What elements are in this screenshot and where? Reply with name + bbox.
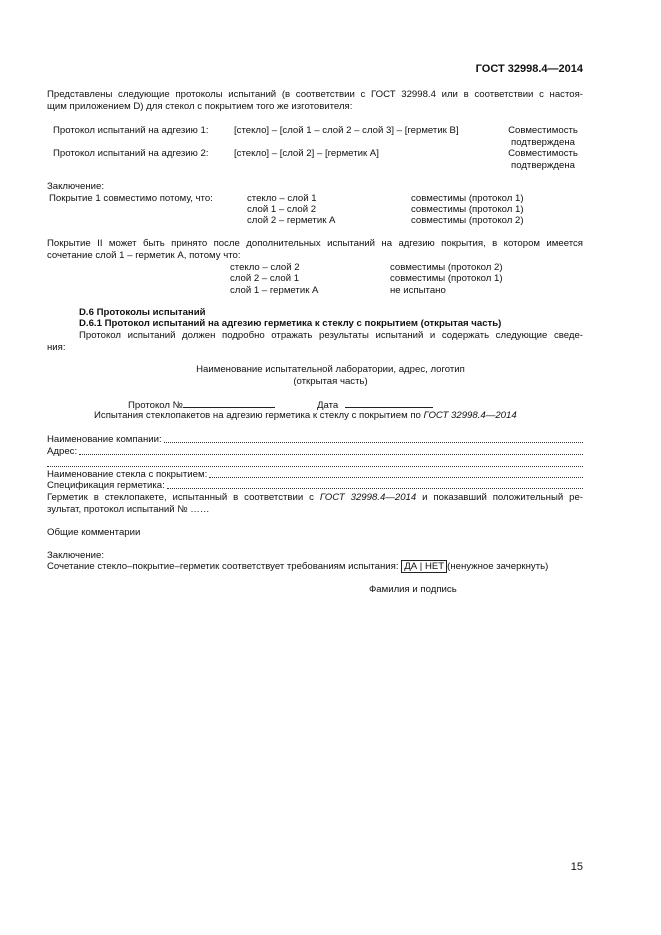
date-label: Дата	[317, 400, 339, 411]
conclusion-1-pair-2: слой 1 – слой 2	[247, 204, 317, 215]
company-label: Наименование компании:	[47, 434, 162, 445]
page-number: 15	[570, 861, 583, 873]
protocol-1-result-line-2: подтверждена	[511, 137, 575, 148]
sealant-statement-line-2: зультат, протокол испытаний № ……	[47, 504, 210, 515]
protocol-2-result-line-1: Совместимость	[508, 148, 578, 159]
protocol-2-result	[503, 148, 583, 172]
test-title-standard: ГОСТ 32998.4—2014	[423, 410, 517, 421]
yes-no-separator: |	[419, 561, 423, 572]
address-row	[47, 446, 583, 458]
company-field[interactable]	[164, 441, 583, 443]
yes-option[interactable]: ДА	[404, 561, 418, 572]
protocol-2-name: Протокол испытаний на адгезию 2:	[53, 148, 209, 159]
sealant-statement-line-1	[47, 492, 583, 504]
sealant-spec-row	[47, 480, 583, 492]
sealant-spec-label: Спецификация герметика:	[47, 480, 165, 491]
section-paragraph-line-2: ния:	[47, 342, 66, 353]
signature-label: Фамилия и подпись	[369, 584, 457, 595]
glass-label: Наименование стекла с покрытием:	[47, 469, 208, 480]
protocol-1-result-line-1: Совместимость	[508, 125, 578, 136]
coating-2-status-1: совместимы (протокол 2)	[390, 262, 503, 273]
combo-statement: Сочетание стекло–покрытие–герметик соответствует требованиям испытания:	[47, 561, 399, 572]
protocol-2-result-line-2: подтверждена	[511, 160, 575, 171]
section-d6-heading: D.6 Протоколы испытаний	[79, 307, 206, 318]
section-paragraph-line-1: Протокол испытаний должен подробно отражать результаты испытаний и содержать следующие сведе-	[79, 330, 583, 341]
company-row	[47, 434, 583, 446]
address-label: Адрес:	[47, 446, 78, 457]
final-conclusion-row	[47, 561, 548, 573]
coating-2-line-1: Покрытие II может быть принято после дополнительных испытаний на адгезию покрытия, в котором имеется	[47, 238, 583, 249]
coating-2-pair-1: стекло – слой 2	[230, 262, 300, 273]
yes-no-box	[401, 560, 447, 573]
coating-2-line-2: сочетание слой 1 – герметик A, потому что:	[47, 250, 241, 261]
sealant-statement-a: Герметик в стеклопакете, испытанный в соответствии с	[47, 492, 314, 503]
protocol-1-layers: [стекло] – [слой 1 – слой 2 – слой 3] – [герметик B]	[234, 125, 459, 136]
intro-line-1: Представлены следующие протоколы испытаний (в соответствии с ГОСТ 32998.4 или в соответствии с настоя-	[47, 89, 583, 100]
protocol-1-name: Протокол испытаний на адгезию 1:	[53, 125, 209, 136]
conclusion-1-pair-1: стекло – слой 1	[247, 193, 317, 204]
lab-open-part-line: (открытая часть)	[293, 376, 368, 387]
standard-header: ГОСТ 32998.4—2014	[475, 63, 583, 75]
address-continuation-field[interactable]	[47, 465, 583, 467]
protocol-2-layers: [стекло] – [слой 2] – [герметик A]	[234, 148, 379, 159]
protocol-number-label: Протокол №	[128, 400, 183, 411]
sealant-spec-field[interactable]	[167, 487, 583, 489]
sealant-statement-standard: ГОСТ 32998.4—2014	[319, 492, 417, 503]
final-conclusion-title: Заключение:	[47, 550, 105, 561]
conclusion-1-status-1: совместимы (протокол 1)	[411, 193, 524, 204]
lab-name-line: Наименование испытательной лаборатории, адрес, логотип	[196, 364, 465, 375]
conclusion-1-reason: Покрытие 1 совместимо потому, что:	[49, 193, 213, 204]
section-d61-heading: D.6.1 Протокол испытаний на адгезию герметика к стеклу с покрытием (открытая часть)	[79, 318, 502, 329]
sealant-statement-b: и показавший положительный ре-	[422, 492, 583, 503]
conclusion-1-pair-3: слой 2 – герметик A	[247, 215, 336, 226]
coating-2-pair-2: слой 2 – слой 1	[230, 273, 300, 284]
no-option[interactable]: НЕТ	[424, 561, 445, 572]
coating-2-pair-3: слой 1 – герметик A	[230, 285, 319, 296]
test-title	[94, 410, 517, 422]
conclusion-1-status-3: совместимы (протокол 2)	[411, 215, 524, 226]
conclusion-1-title: Заключение:	[47, 181, 105, 192]
address-field[interactable]	[79, 453, 583, 455]
test-title-text: Испытания стеклопакетов на адгезию герметика к стеклу с покрытием по	[94, 410, 421, 421]
coating-2-status-2: совместимы (протокол 1)	[390, 273, 503, 284]
protocol-number-field[interactable]	[183, 398, 275, 408]
intro-line-2: щим приложением D) для стекол с покрытием того же изготовителя:	[47, 101, 353, 112]
general-comments: Общие комментарии	[47, 527, 141, 538]
glass-field[interactable]	[209, 476, 583, 478]
coating-2-status-3: не испытано	[390, 285, 446, 296]
protocol-1-result	[503, 125, 583, 149]
strike-note: (ненужное зачеркнуть)	[447, 561, 549, 572]
date-field[interactable]	[345, 398, 433, 408]
conclusion-1-status-2: совместимы (протокол 1)	[411, 204, 524, 215]
